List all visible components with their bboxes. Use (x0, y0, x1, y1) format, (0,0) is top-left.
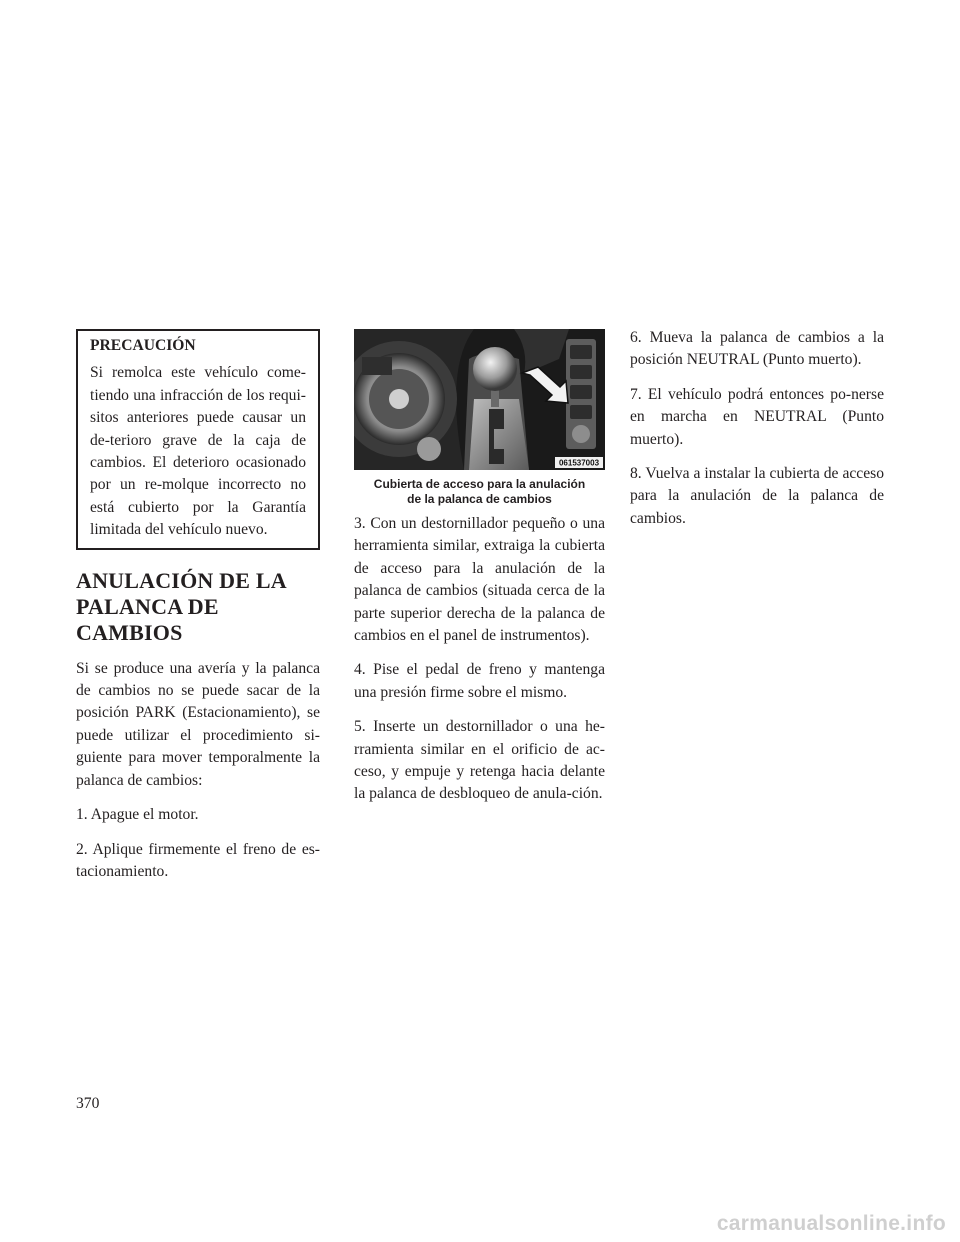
figure-code: 061537003 (558, 458, 600, 468)
step-5: 5. Inserte un destornillador o una he-rramienta similar en el orificio de ac-ceso, y empuje y retenga hacia delante la palanca de desbloqueo de anula-ción. (354, 718, 605, 803)
section-title (76, 568, 320, 646)
shifter-knob (473, 347, 517, 391)
shifter-photo-illustration (354, 329, 605, 470)
caution-box (76, 329, 320, 550)
step-4: 4. Pise el pedal de freno y mantenga una presión firme sobre el mismo. (354, 661, 605, 701)
intro-paragraph: Si se produce una avería y la palanca de cambios no se puede sacar de la posición PARK (Estacionamiento), se puede utilizar el procedimiento si-guiente para mover temporalmente la palanca de cambios: (76, 659, 320, 789)
section-title-line-1: ANULACIÓN DE LA (76, 567, 287, 593)
caution-text: Si remolca este vehículo come-tiendo una infracción de los requi-sitos anteriores puede causar un de-terioro grave de la caja de cambios. El deterioro ocasionado por un re-molque incorrecto no está cubierto por la Garantía limitada del vehículo nuevo. (90, 364, 306, 539)
watermark-text: carmanualsonline.info (716, 1212, 946, 1235)
step-8: 8. Vuelva a instalar la cubierta de acceso para la anulación de la palanca de cambios. (630, 465, 884, 527)
column-middle (354, 329, 605, 818)
step-1: 1. Apague el motor. (76, 806, 199, 824)
figure-caption (354, 477, 605, 507)
column-right (630, 327, 884, 542)
page-number: 370 (76, 1095, 100, 1112)
figure-caption-line-1: Cubierta de acceso para la anulación (373, 477, 586, 491)
step-3: 3. Con un destornillador pequeño o una herramienta similar, extraiga la cubierta de acceso para la anulación de la palanca de cambios (situada cerca de la parte superior derecha de la palanca de cambios en el panel de instrumentos). (354, 515, 605, 645)
step-6: 6. Mueva la palanca de cambios a la posición NEUTRAL (Punto muerto). (630, 329, 884, 369)
step-2: 2. Aplique firmemente el freno de es-tacionamiento. (76, 840, 320, 880)
shifter-figure (354, 329, 605, 470)
column-left (76, 329, 320, 895)
caution-title: PRECAUCIÓN (90, 337, 196, 354)
figure-caption-line-2: de la palanca de cambios (407, 492, 552, 506)
section-title-line-2: PALANCA DE CAMBIOS (76, 593, 219, 645)
step-7: 7. El vehículo podrá entonces po-nerse en marcha en NEUTRAL (Punto muerto). (630, 385, 884, 448)
